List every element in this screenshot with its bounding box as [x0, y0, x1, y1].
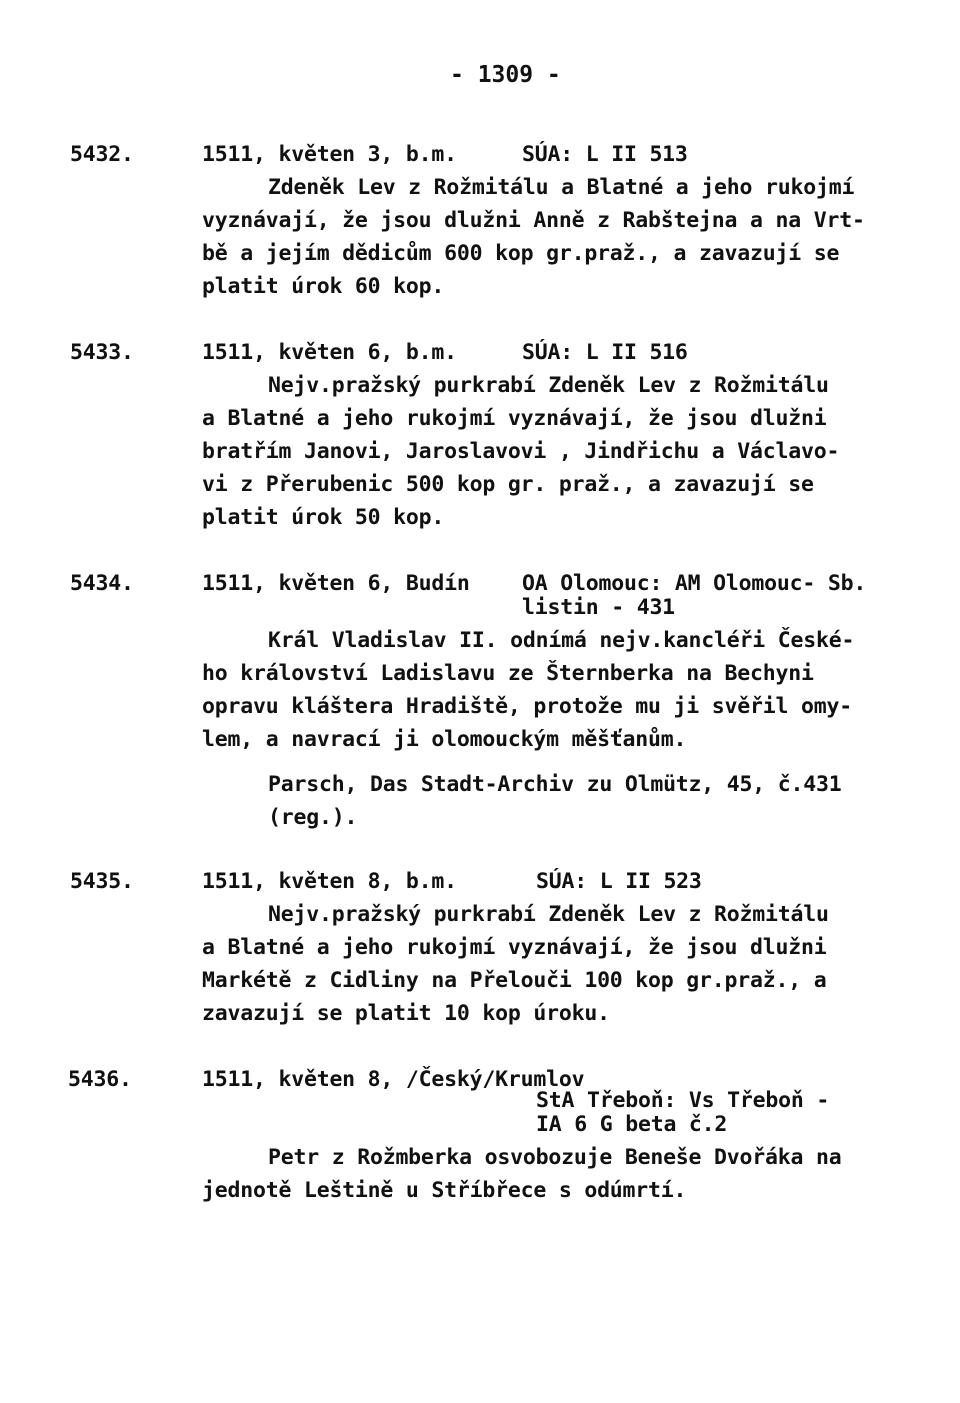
- entry-number: 5434.: [70, 571, 134, 596]
- entry-archive-signature-continued: listin - 431: [522, 595, 675, 620]
- entry-number: 5436.: [68, 1067, 132, 1092]
- entry-number: 5435.: [70, 869, 134, 894]
- entry-archive-signature: SÚA: L II 523: [536, 869, 702, 894]
- entry-date-place: 1511, květen 6, Budín: [202, 571, 470, 596]
- entry-archive-signature: OA Olomouc: AM Olomouc- Sb.: [522, 571, 867, 596]
- entry-text-line: vi z Přerubenic 500 kop gr. praž., a zavazují se: [202, 472, 814, 497]
- entry-text-line: Nejv.pražský purkrabí Zdeněk Lev z Rožmitálu: [268, 902, 829, 927]
- entry-text-line: platit úrok 50 kop.: [202, 505, 445, 530]
- entry-text-line: opravu kláštera Hradiště, protože mu ji svěřil omy-: [202, 694, 852, 719]
- entry-text-line: platit úrok 60 kop.: [202, 274, 445, 299]
- entry-text-line: Zdeněk Lev z Rožmitálu a Blatné a jeho rukojmí: [268, 175, 855, 200]
- entry-text-line: Král Vladislav II. odnímá nejv.kancléři České-: [268, 628, 855, 653]
- entry-text-line: a Blatné a jeho rukojmí vyznávají, že jsou dlužni: [202, 935, 827, 960]
- entry-text-line: Nejv.pražský purkrabí Zdeněk Lev z Rožmitálu: [268, 373, 829, 398]
- entry-date-place: 1511, květen 8, b.m.: [202, 869, 457, 894]
- entry-number: 5433.: [70, 340, 134, 365]
- entry-archive-signature: StA Třeboň: Vs Třeboň -: [536, 1088, 830, 1113]
- entry-date-place: 1511, květen 6, b.m.: [202, 340, 457, 365]
- entry-text-line: Petr z Rožmberka osvobozuje Beneše Dvořáka na: [268, 1145, 842, 1170]
- entry-archive-signature-continued: IA 6 G beta č.2: [536, 1112, 728, 1137]
- entry-text-line: vyznávají, že jsou dlužni Anně z Rabštejna a na Vrt-: [202, 208, 865, 233]
- entry-text-line: bě a jejím dědicům 600 kop gr.praž., a zavazují se: [202, 241, 840, 266]
- entry-text-line: jednotě Leštině u Stříbřece s odúmrtí.: [202, 1178, 687, 1203]
- entry-date-place: 1511, květen 8, /Český/Krumlov: [202, 1067, 585, 1092]
- entry-archive-signature: SÚA: L II 513: [522, 142, 688, 167]
- entry-text-line: lem, a navrací ji olomouckým měšťanům.: [202, 727, 687, 752]
- entry-archive-signature: SÚA: L II 516: [522, 340, 688, 365]
- entry-text-line: bratřím Janovi, Jaroslavovi , Jindřichu a Václavo-: [202, 439, 840, 464]
- entry-text-line: ho království Ladislavu ze Šternberka na Bechyni: [202, 661, 814, 686]
- entry-text-line: a Blatné a jeho rukojmí vyznávají, že jsou dlužni: [202, 406, 827, 431]
- entry-date-place: 1511, květen 3, b.m.: [202, 142, 457, 167]
- entry-text-line: Markétě z Cidliny na Přelouči 100 kop gr.praž., a: [202, 968, 827, 993]
- entry-literature-reference: (reg.).: [268, 805, 358, 830]
- entry-text-line: zavazují se platit 10 kop úroku.: [202, 1001, 610, 1026]
- entry-number: 5432.: [70, 142, 134, 167]
- entry-literature-reference: Parsch, Das Stadt-Archiv zu Olmütz, 45, č.431: [268, 772, 842, 797]
- page-number: - 1309 -: [450, 62, 561, 88]
